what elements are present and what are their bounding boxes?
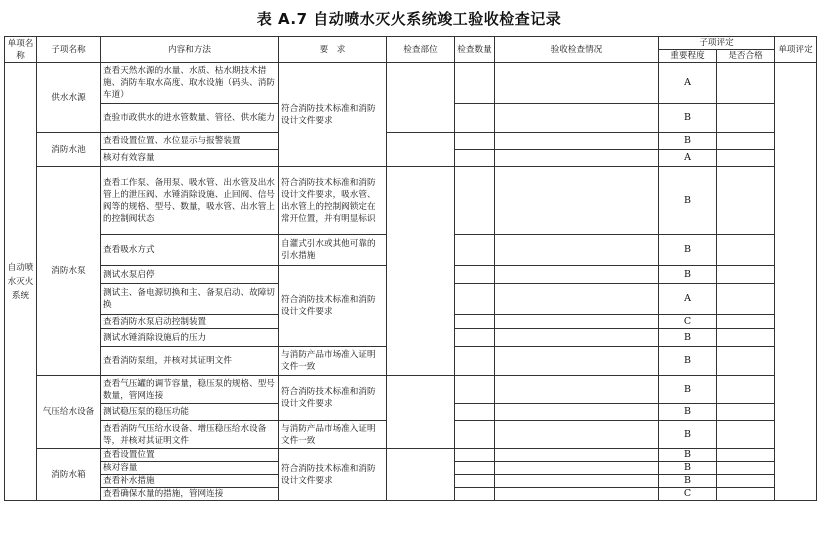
group-water-tank: 消防水箱: [37, 449, 101, 501]
content-cell: 查看吸水方式: [101, 235, 279, 266]
unit-item-cell: 自动喷水灭火系统: [5, 63, 37, 501]
requirement-std: 符合消防技术标准和消防设计文件要求: [279, 376, 387, 421]
inspection-count-cell[interactable]: [455, 462, 495, 475]
importance-grade: B: [659, 475, 717, 488]
header-inspection-part: 检查部位: [387, 37, 455, 63]
content-cell: 查看工作泵、备用泵、吸水管、出水管及出水管上的泄压阀、水锤消除设施、止回阀、信号阀等的规格、型号、数量，吸水管、出水管上的控制阀状态: [101, 167, 279, 235]
inspection-status-cell[interactable]: [495, 449, 659, 462]
qualified-cell[interactable]: [717, 235, 775, 266]
header-requirement: 要 求: [279, 37, 387, 63]
inspection-status-cell[interactable]: [495, 235, 659, 266]
importance-grade: B: [659, 167, 717, 235]
qualified-cell[interactable]: [717, 347, 775, 376]
requirement-pump-std: 符合消防技术标准和消防设计文件要求，吸水管、出水管上的控制阀锁定在常开位置，并有明显标识: [279, 167, 387, 235]
inspection-count-cell[interactable]: [455, 421, 495, 449]
inspection-status-cell[interactable]: [495, 347, 659, 376]
content-cell: 查看气压罐的调节容量，稳压泵的规格、型号数量，管网连接: [101, 376, 279, 404]
inspection-status-cell[interactable]: [495, 475, 659, 488]
inspection-part-cell[interactable]: [387, 376, 455, 449]
qualified-cell[interactable]: [717, 404, 775, 421]
qualified-cell[interactable]: [717, 488, 775, 501]
requirement-std: 符合消防技术标准和消防设计文件要求: [279, 266, 387, 347]
qualified-cell[interactable]: [717, 266, 775, 284]
inspection-status-cell[interactable]: [495, 284, 659, 315]
header-inspection-status: 验收检查情况: [495, 37, 659, 63]
header-inspection-count: 检查数量: [455, 37, 495, 63]
inspection-status-cell[interactable]: [495, 421, 659, 449]
importance-grade: A: [659, 150, 717, 167]
inspection-count-cell[interactable]: [455, 133, 495, 150]
importance-grade: B: [659, 449, 717, 462]
content-cell: 查看消防水泵启动控制装置: [101, 315, 279, 329]
inspection-part-cell[interactable]: [387, 63, 455, 133]
header-content-method: 内容和方法: [101, 37, 279, 63]
content-cell: 查看补水措施: [101, 475, 279, 488]
inspection-status-cell[interactable]: [495, 266, 659, 284]
inspection-status-cell[interactable]: [495, 315, 659, 329]
inspection-status-cell[interactable]: [495, 329, 659, 347]
inspection-part-cell[interactable]: [387, 133, 455, 167]
inspection-status-cell[interactable]: [495, 104, 659, 133]
qualified-cell[interactable]: [717, 462, 775, 475]
group-fire-pump: 消防水泵: [37, 167, 101, 376]
header-unit-item-name: 单项名称: [5, 37, 37, 63]
importance-grade: B: [659, 462, 717, 475]
inspection-part-cell[interactable]: [387, 167, 455, 376]
inspection-count-cell[interactable]: [455, 266, 495, 284]
inspection-count-cell[interactable]: [455, 347, 495, 376]
qualified-cell[interactable]: [717, 449, 775, 462]
qualified-cell[interactable]: [717, 284, 775, 315]
requirement-std: 符合消防技术标准和消防设计文件要求: [279, 63, 387, 167]
qualified-cell[interactable]: [717, 150, 775, 167]
header-sub-item-name: 子项名称: [37, 37, 101, 63]
inspection-count-cell[interactable]: [455, 488, 495, 501]
inspection-status-cell[interactable]: [495, 376, 659, 404]
inspection-status-cell[interactable]: [495, 488, 659, 501]
inspection-count-cell[interactable]: [455, 104, 495, 133]
header-importance: 重要程度: [659, 50, 717, 63]
unit-eval-cell[interactable]: [775, 63, 817, 501]
content-cell: 核对有效容量: [101, 150, 279, 167]
importance-grade: A: [659, 63, 717, 104]
page-title: 表 A.7 自动喷水灭火系统竣工验收检查记录: [256, 10, 562, 28]
group-pressure-equipment: 气压给水设备: [37, 376, 101, 449]
inspection-count-cell[interactable]: [455, 475, 495, 488]
inspection-part-cell[interactable]: [387, 449, 455, 501]
inspection-status-cell[interactable]: [495, 150, 659, 167]
content-cell: 查看消防气压给水设备、增压稳压给水设备等，并核对其证明文件: [101, 421, 279, 449]
header-sub-item-eval: 子项评定: [659, 37, 775, 50]
content-cell: 查看天然水源的水量、水质、枯水期技术措施、消防车取水高度、取水设施（码头、消防车道）: [101, 63, 279, 104]
qualified-cell[interactable]: [717, 104, 775, 133]
importance-grade: C: [659, 315, 717, 329]
content-cell: 测试稳压泵的稳压功能: [101, 404, 279, 421]
header-is-qualified: 是否合格: [717, 50, 775, 63]
header-unit-eval: 单项评定: [775, 37, 817, 63]
qualified-cell[interactable]: [717, 421, 775, 449]
inspection-count-cell[interactable]: [455, 376, 495, 404]
inspection-status-cell[interactable]: [495, 404, 659, 421]
requirement-cert: 与消防产品市场准入证明文件一致: [279, 347, 387, 376]
importance-grade: B: [659, 104, 717, 133]
inspection-status-cell[interactable]: [495, 133, 659, 150]
content-cell: 测试主、备电源切换和主、备泵启动、故障切换: [101, 284, 279, 315]
importance-grade: A: [659, 284, 717, 315]
importance-grade: B: [659, 133, 717, 150]
qualified-cell[interactable]: [717, 167, 775, 235]
importance-grade: B: [659, 235, 717, 266]
inspection-count-cell[interactable]: [455, 449, 495, 462]
inspection-count-cell[interactable]: [455, 284, 495, 315]
qualified-cell[interactable]: [717, 63, 775, 104]
inspection-status-cell[interactable]: [495, 63, 659, 104]
importance-grade: B: [659, 421, 717, 449]
qualified-cell[interactable]: [717, 133, 775, 150]
inspection-count-cell[interactable]: [455, 167, 495, 235]
qualified-cell[interactable]: [717, 315, 775, 329]
importance-grade: B: [659, 404, 717, 421]
group-fire-pool: 消防水池: [37, 133, 101, 167]
inspection-count-cell[interactable]: [455, 63, 495, 104]
inspection-count-cell[interactable]: [455, 235, 495, 266]
group-water-supply: 供水水源: [37, 63, 101, 133]
requirement-suction: 自灌式引水或其他可靠的引水措施: [279, 235, 387, 266]
content-cell: 查看设置位置: [101, 449, 279, 462]
importance-grade: B: [659, 376, 717, 404]
inspection-status-cell[interactable]: [495, 167, 659, 235]
importance-grade: B: [659, 266, 717, 284]
inspection-count-cell[interactable]: [455, 329, 495, 347]
inspection-count-cell[interactable]: [455, 404, 495, 421]
inspection-status-cell[interactable]: [495, 462, 659, 475]
qualified-cell[interactable]: [717, 475, 775, 488]
importance-grade: B: [659, 347, 717, 376]
requirement-std: 符合消防技术标准和消防设计文件要求: [279, 449, 387, 501]
content-cell: 查验市政供水的进水管数量、管径、供水能力: [101, 104, 279, 133]
content-cell: 查看设置位置、水位显示与报警装置: [101, 133, 279, 150]
inspection-record-table: [4, 36, 817, 501]
qualified-cell[interactable]: [717, 329, 775, 347]
importance-grade: B: [659, 329, 717, 347]
content-cell: 测试水泵启停: [101, 266, 279, 284]
content-cell: 查看确保水量的措施，管网连接: [101, 488, 279, 501]
inspection-count-cell[interactable]: [455, 315, 495, 329]
qualified-cell[interactable]: [717, 376, 775, 404]
content-cell: 查看消防泵组，并核对其证明文件: [101, 347, 279, 376]
inspection-count-cell[interactable]: [455, 150, 495, 167]
requirement-cert: 与消防产品市场准入证明文件一致: [279, 421, 387, 449]
content-cell: 核对容量: [101, 462, 279, 475]
content-cell: 测试水锤消除设施后的压力: [101, 329, 279, 347]
importance-grade: C: [659, 488, 717, 501]
